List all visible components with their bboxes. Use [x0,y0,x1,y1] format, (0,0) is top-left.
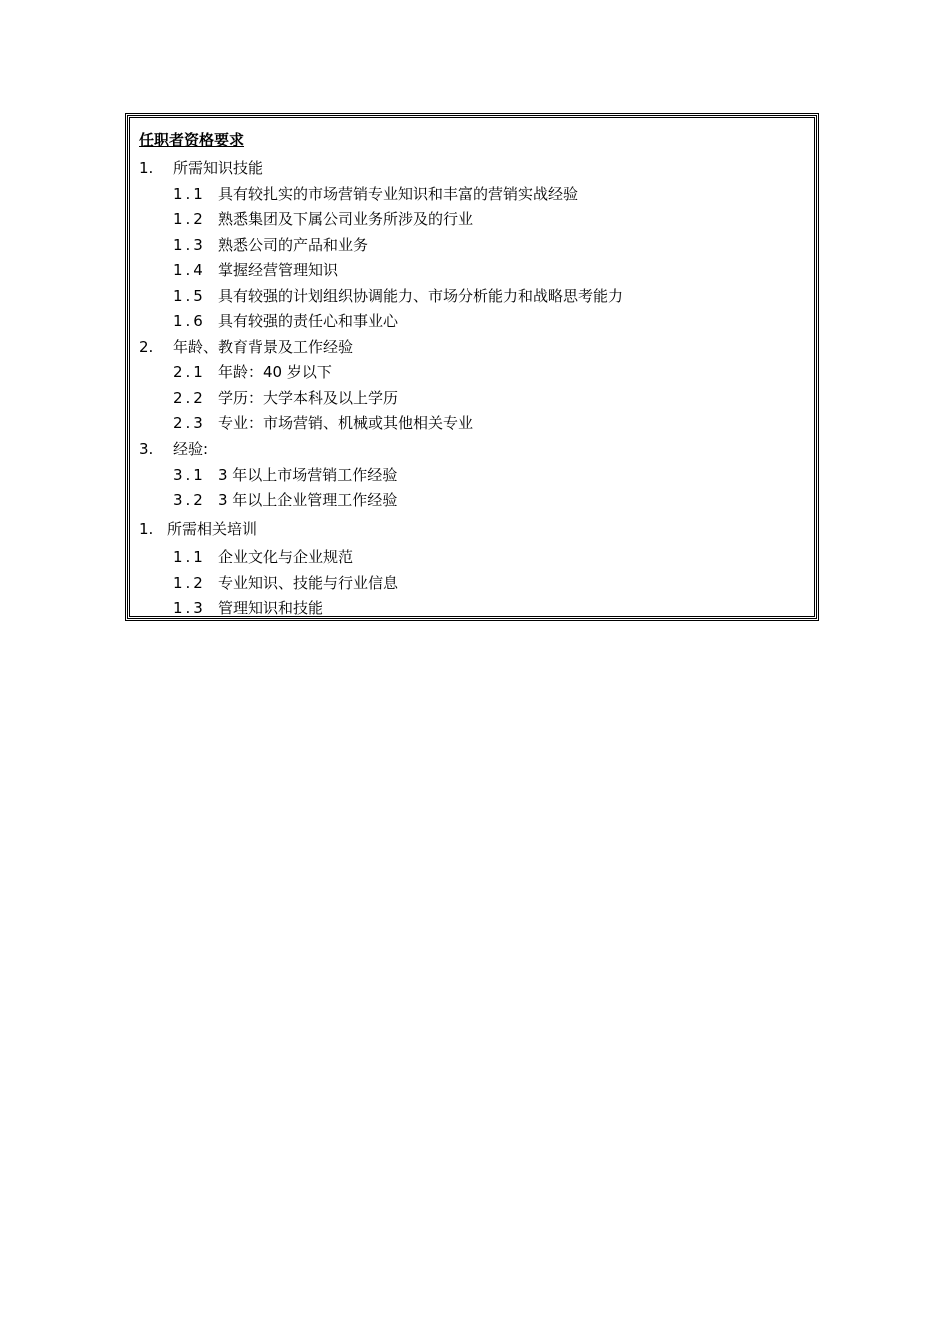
section-heading: 所需相关培训 [167,520,258,538]
item-number: 1.1 [173,548,206,566]
section-title: 任职者资格要求 [139,131,245,149]
item-number: 1.2 [173,210,206,228]
item-text: 具有较强的责任心和事业心 [218,312,399,330]
item-number: 1.1 [173,185,206,203]
section-number: 1. [139,159,154,177]
item-number: 1.3 [173,236,206,254]
item-text: 掌握经营管理知识 [218,261,339,279]
item-number: 1.6 [173,312,206,330]
item-number: 3.2 [173,491,206,509]
section-number: 2. [139,338,154,356]
item-text: 专业知识、技能与行业信息 [218,574,399,592]
item-text: 3 年以上企业管理工作经验 [218,491,398,509]
item-text: 具有较强的计划组织协调能力、市场分析能力和战略思考能力 [218,287,624,305]
item-text: 3 年以上市场营销工作经验 [218,466,398,484]
item-text: 企业文化与企业规范 [218,548,354,566]
item-number: 1.2 [173,574,206,592]
item-text: 熟悉公司的产品和业务 [218,236,369,254]
section-number: 1. [139,520,154,538]
item-number: 1.5 [173,287,206,305]
item-text: 学历：大学本科及以上学历 [218,389,399,407]
item-text: 熟悉集团及下属公司业务所涉及的行业 [218,210,474,228]
item-number: 2.2 [173,389,206,407]
section-heading: 经验: [173,440,209,458]
section-number: 3. [139,440,154,458]
item-number: 3.1 [173,466,206,484]
section-heading: 所需知识技能 [173,159,264,177]
item-number: 2.3 [173,414,206,432]
item-text: 管理知识和技能 [218,599,324,617]
item-text: 年龄：40 岁以下 [218,363,332,381]
item-text: 专业：市场营销、机械或其他相关专业 [218,414,474,432]
section-heading: 年龄、教育背景及工作经验 [173,338,354,356]
item-number: 1.3 [173,599,206,617]
item-number: 2.1 [173,363,206,381]
item-number: 1.4 [173,261,206,279]
item-text: 具有较扎实的市场营销专业知识和丰富的营销实战经验 [218,185,579,203]
